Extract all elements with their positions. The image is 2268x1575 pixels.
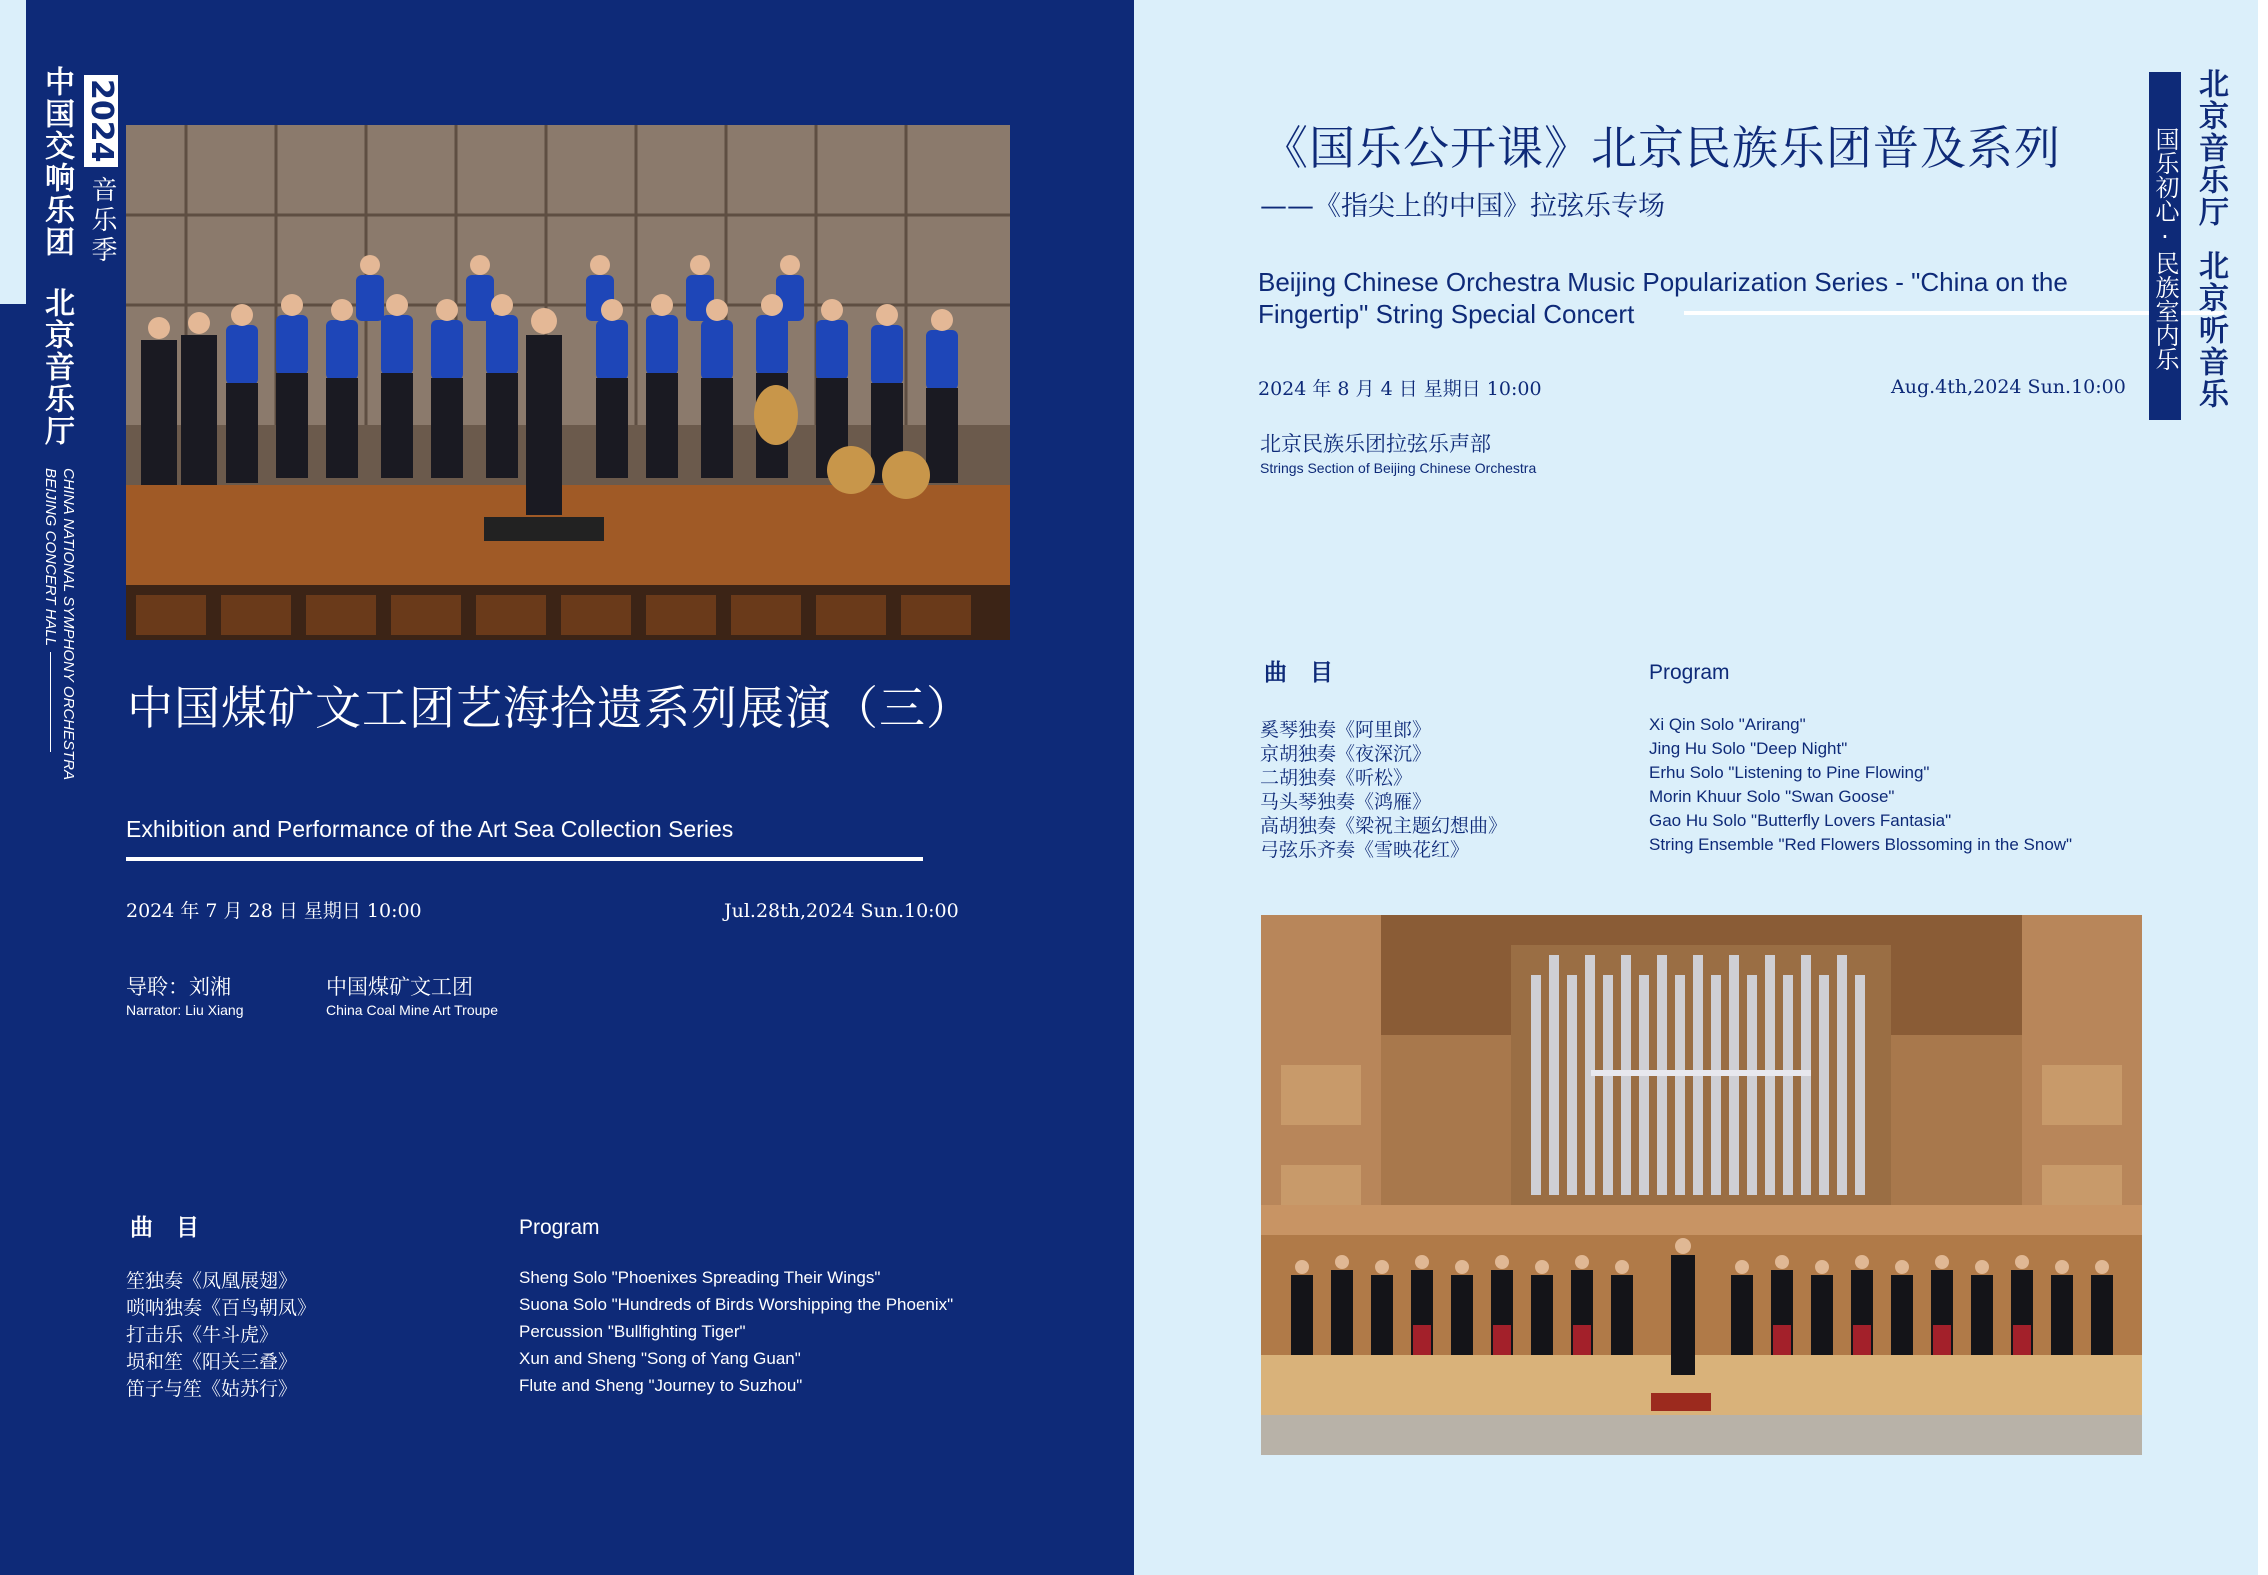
side-hall-cn: 北京音乐厅 <box>39 287 74 447</box>
subtitle-cn: ——《指尖上的中国》拉弦乐专场 <box>1260 191 1665 222</box>
orchestra-stage-photo <box>126 125 1010 640</box>
program-heading-cn: 曲 目 <box>130 1214 199 1241</box>
program-item-en: Morin Khuur Solo "Swan Goose" <box>1649 787 1895 806</box>
program-heading-en: Program <box>1649 661 1730 684</box>
program-item-cn: 弓弦乐齐奏《雪映花红》 <box>1260 839 1470 861</box>
side-hall-en: BEIJING CONCERT HALL <box>42 468 59 647</box>
program-item-en: Erhu Solo "Listening to Pine Flowing" <box>1649 763 1930 782</box>
page-edge <box>2258 0 2268 1575</box>
program-item-en: String Ensemble "Red Flowers Blossoming in the Snow" <box>1649 835 2073 854</box>
title-cn: 中国煤矿文工团艺海拾遗系列展演（三） <box>127 681 973 735</box>
side-season-cn: 音乐季 <box>87 176 117 266</box>
title-en: Exhibition and Performance of the Art Sea Collection Series <box>126 816 734 842</box>
program-item-en: Gao Hu Solo "Butterfly Lovers Fantasia" <box>1649 811 1952 830</box>
side-orchestra-cn: 中国交响乐团 <box>39 66 74 258</box>
title-en-line1: Beijing Chinese Orchestra Music Popularization Series - "China on the <box>1258 267 2068 297</box>
title-cn: 《国乐公开课》北京民族乐团普及系列 <box>1262 121 2061 175</box>
program-item-en: Jing Hu Solo "Deep Night" <box>1649 739 1848 758</box>
side-hall-cn: 北京音乐厅 <box>2193 68 2228 228</box>
date-cn: 2024 年 8 月 4 日 星期日 10:00 <box>1258 378 1542 400</box>
side-tagline-banner: 国乐初心·民族室内乐 <box>2149 72 2181 420</box>
program-item-en: Xi Qin Solo "Arirang" <box>1649 715 1806 734</box>
program-item-en: Percussion "Bullfighting Tiger" <box>519 1322 746 1341</box>
narrator-cn: 导聆：刘湘 <box>126 975 231 999</box>
program-item-cn: 笙独奏《凤凰展翅》 <box>126 1270 298 1292</box>
program-item-cn: 高胡独奏《梁祝主题幻想曲》 <box>1260 815 1508 837</box>
program-item-en: Suona Solo "Hundreds of Birds Worshipping the Phoenix" <box>519 1295 954 1314</box>
side-year-badge: 2024 <box>84 75 118 167</box>
side-divider <box>50 652 51 752</box>
program-item-cn: 打击乐《牛斗虎》 <box>126 1324 279 1346</box>
program-item-cn: 奚琴独奏《阿里郎》 <box>1260 719 1432 741</box>
program-list-cn <box>126 1268 316 1403</box>
performer-en: Strings Section of Beijing Chinese Orchestra <box>1260 460 1537 476</box>
date-en: Jul.28th,2024 Sun.10:00 <box>724 900 959 922</box>
program-item-cn: 京胡独奏《夜深沉》 <box>1260 743 1432 765</box>
program-item-en: Sheng Solo "Phoenixes Spreading Their Wings" <box>519 1268 881 1287</box>
program-item-cn: 二胡独奏《听松》 <box>1260 767 1413 789</box>
program-heading-en: Program <box>519 1216 600 1239</box>
title-underline <box>126 857 923 861</box>
concert-hall-photo <box>1261 915 2142 1455</box>
program-list-cn <box>1260 718 1507 862</box>
narrator-en: Narrator: Liu Xiang <box>126 1002 244 1018</box>
title-en-line2: Fingertip" String Special Concert <box>1258 299 1635 329</box>
side-orchestra-en: CHINA NATIONAL SYMPHONY ORCHESTRA <box>60 468 77 780</box>
title-underline <box>1684 311 2224 315</box>
side-listen-cn: 北京听音乐 <box>2193 250 2228 410</box>
program-heading-cn: 曲 目 <box>1264 659 1333 686</box>
program-list-en <box>519 1264 953 1399</box>
program-list-en <box>1649 713 2072 857</box>
date-en: Aug.4th,2024 Sun.10:00 <box>1891 376 2126 398</box>
program-item-cn: 马头琴独奏《鸿雁》 <box>1260 791 1432 813</box>
right-page <box>1134 0 2268 1575</box>
program-item-cn: 埙和笙《阳关三叠》 <box>126 1351 298 1373</box>
performer-cn: 北京民族乐团拉弦乐声部 <box>1260 432 1491 456</box>
program-item-en: Xun and Sheng "Song of Yang Guan" <box>519 1349 801 1368</box>
date-cn: 2024 年 7 月 28 日 星期日 10:00 <box>126 900 422 922</box>
program-item-cn: 笛子与笙《姑苏行》 <box>126 1378 298 1400</box>
program-item-en: Flute and Sheng "Journey to Suzhou" <box>519 1376 803 1395</box>
program-item-cn: 唢呐独奏《百鸟朝凤》 <box>126 1297 317 1319</box>
troupe-cn: 中国煤矿文工团 <box>326 975 473 999</box>
troupe-en: China Coal Mine Art Troupe <box>326 1002 498 1018</box>
corner-strip <box>0 0 26 304</box>
